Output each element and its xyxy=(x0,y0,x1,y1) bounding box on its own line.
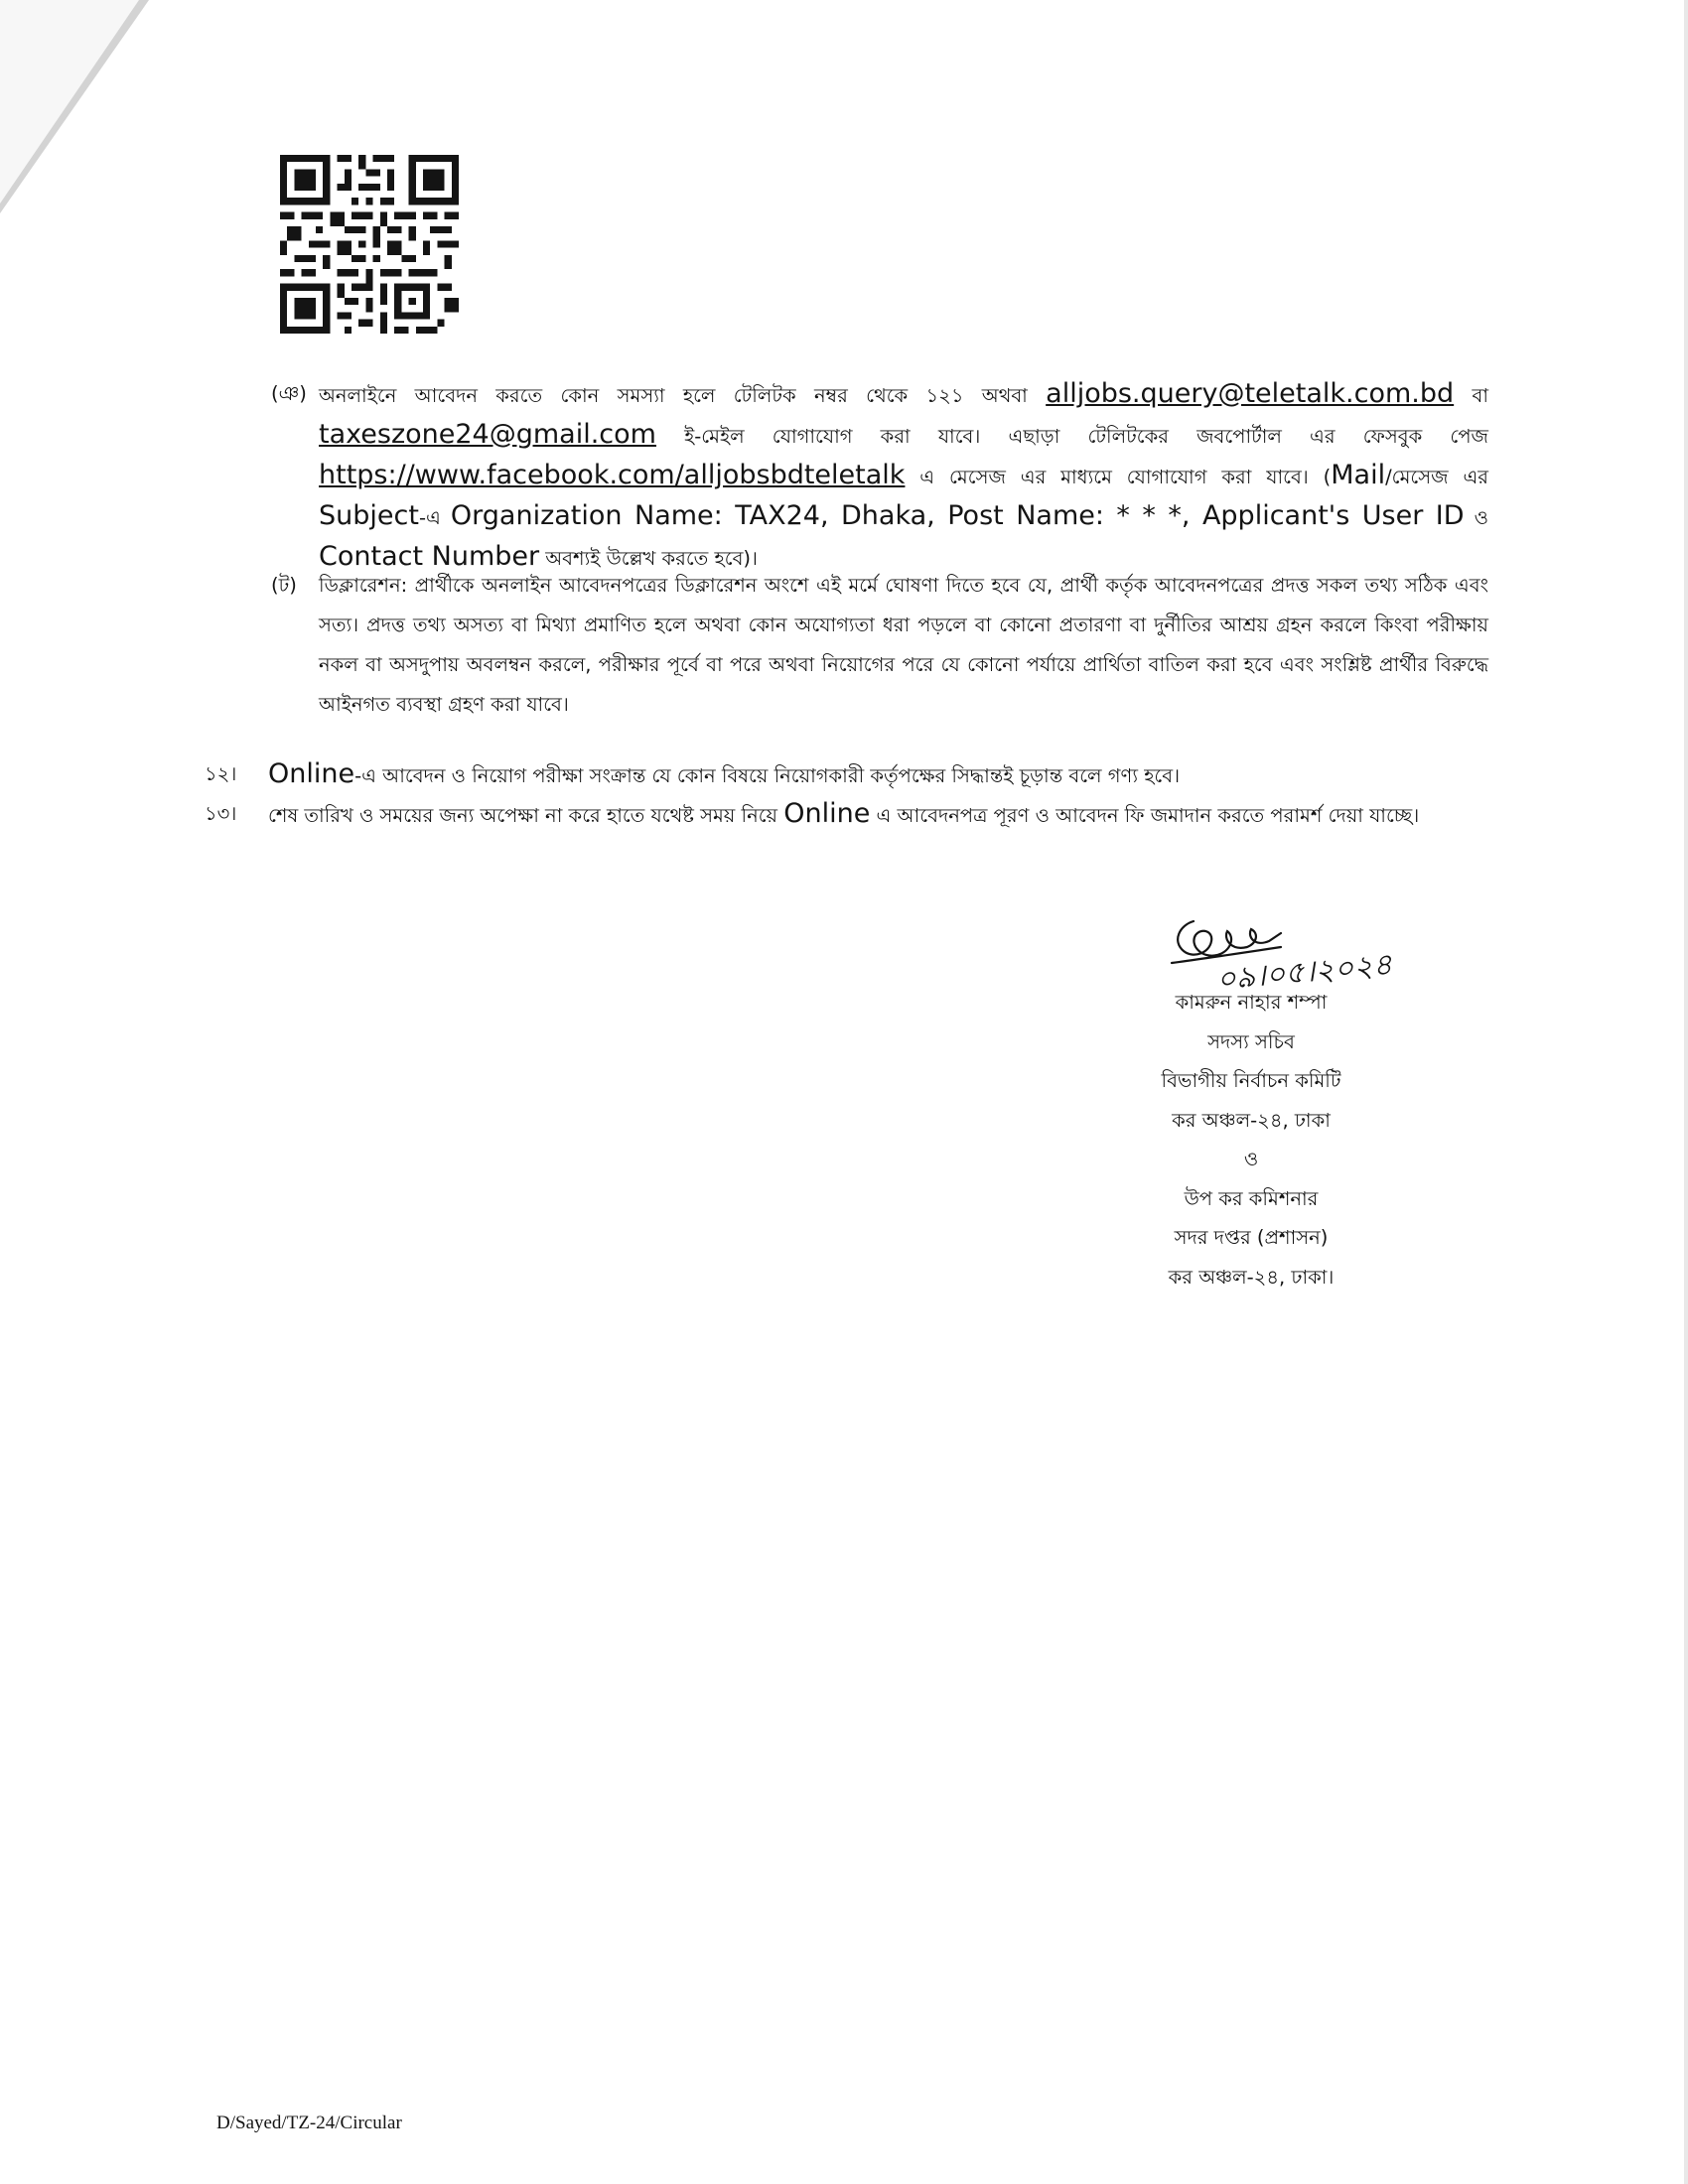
item-number: ১৩। xyxy=(205,802,237,825)
item-label: (ট) xyxy=(271,574,297,597)
signatory-line: সদস্য সচিব xyxy=(1207,1029,1295,1053)
item-13 xyxy=(205,794,1489,836)
text: Organization Name: TAX24, Dhaka, Post Name: * * *, Applicant's User ID xyxy=(450,500,1465,531)
email-link-taxeszone[interactable]: taxeszone24@gmail.com xyxy=(319,419,656,450)
signatory-name: কামরুন নাহার শম্পা xyxy=(1175,991,1328,1014)
text: শেষ তারিখ ও সময়ের জন্য অপেক্ষা না করে হাতে যথেষ্ট সময় নিয়ে xyxy=(268,804,784,827)
paragraph-declaration xyxy=(271,566,1488,725)
text: /মেসেজ এর xyxy=(1385,466,1489,488)
text: Online xyxy=(268,758,355,789)
declaration-text: ডিক্লারেশন: প্রার্থীকে অনলাইন আবেদনপত্রের ডিক্লারেশন অংশে এই মর্মে ঘোষণা দিতে হবে যে, প্রার্থী কর্তৃক আবেদনপত্রের প্রদত্ত সকল তথ্য সঠিক এবং সত্য। প্রদত্ত তথ্য অসত্য বা মিথ্যা প্রমাণিত হলে অথবা কোন অযোগ্যতা ধরা পড়লে বা কোনো প্রতারণা বা দুর্নীতির আশ্রয় গ্রহন করলে কিংবা পরীক্ষায় নকল বা অসদুপায় অবলম্বন করলে, পরীক্ষার পূর্বে বা পরে অথবা নিয়োগের পরে যে কোনো পর্যায়ে প্রার্থিতা বাতিল করা হবে এবং সংশ্লিষ্ট প্রার্থীর বিরুদ্ধে আইনগত ব্যবস্থা গ্রহণ করা যাবে। xyxy=(319,574,1488,716)
signatory-line: ও xyxy=(1243,1148,1259,1170)
text: Online xyxy=(783,798,871,829)
text: ও xyxy=(1464,506,1488,529)
signatory-line: কর অঞ্চল-২৪, ঢাকা xyxy=(1172,1108,1331,1132)
item-label: (ঞ) xyxy=(271,382,307,405)
text: এ মেসেজ এর মাধ্যমে যোগাযোগ করা যাবে। ( xyxy=(905,466,1332,488)
qr-code xyxy=(276,155,463,334)
text: -এ আবেদন ও নিয়োগ পরীক্ষা সংক্রান্ত যে কোন বিষয়ে নিয়োগকারী কর্তৃপক্ষের সিদ্ধান্তই চূড়ান্ত বলে গণ্য হবে। xyxy=(354,764,1181,787)
text: বা xyxy=(1454,384,1488,407)
facebook-link[interactable]: https://www.facebook.com/alljobsbdteletalk xyxy=(319,460,906,490)
signatory-line: উপ কর কমিশনার xyxy=(1184,1186,1319,1210)
document-reference: D/Sayed/TZ-24/Circular xyxy=(216,2113,402,2133)
signatory-line: সদর দপ্তর (প্রশাসন) xyxy=(1174,1226,1329,1249)
text: Contact Number xyxy=(319,541,540,572)
signatory-block xyxy=(1102,983,1400,1297)
text: ই-মেইল যোগাযোগ করা যাবে। এছাড়া টেলিটকের জবপোর্টাল এর ফেসবুক পেজ xyxy=(655,425,1488,448)
page-edge xyxy=(1684,0,1688,2184)
item-number: ১২। xyxy=(205,762,237,785)
text: -এ xyxy=(418,506,451,529)
text: Mail xyxy=(1331,460,1386,490)
item-12 xyxy=(205,754,1489,796)
email-link-teletalk[interactable]: alljobs.query@teletalk.com.bd xyxy=(1046,378,1455,409)
paragraph-online-help xyxy=(271,374,1489,578)
page-corner-fold xyxy=(0,0,149,213)
text: এ আবেদনপত্র পূরণ ও আবেদন ফি জমাদান করতে পরামর্শ দেয়া যাচ্ছে। xyxy=(870,804,1420,827)
signatory-line: কর অঞ্চল-২৪, ঢাকা। xyxy=(1168,1265,1335,1289)
text: অবশ্যই উল্লেখ করতে হবে)। xyxy=(539,547,759,570)
text: Subject xyxy=(319,500,419,531)
signatory-line: বিভাগীয় নির্বাচন কমিটি xyxy=(1161,1069,1341,1092)
signature-date: ০৯।০৫।২০২৪ xyxy=(1214,947,1394,998)
text: অনলাইনে আবেদন করতে কোন সমস্যা হলে টেলিটক নম্বর থেকে ১২১ অথবা xyxy=(319,384,1047,407)
